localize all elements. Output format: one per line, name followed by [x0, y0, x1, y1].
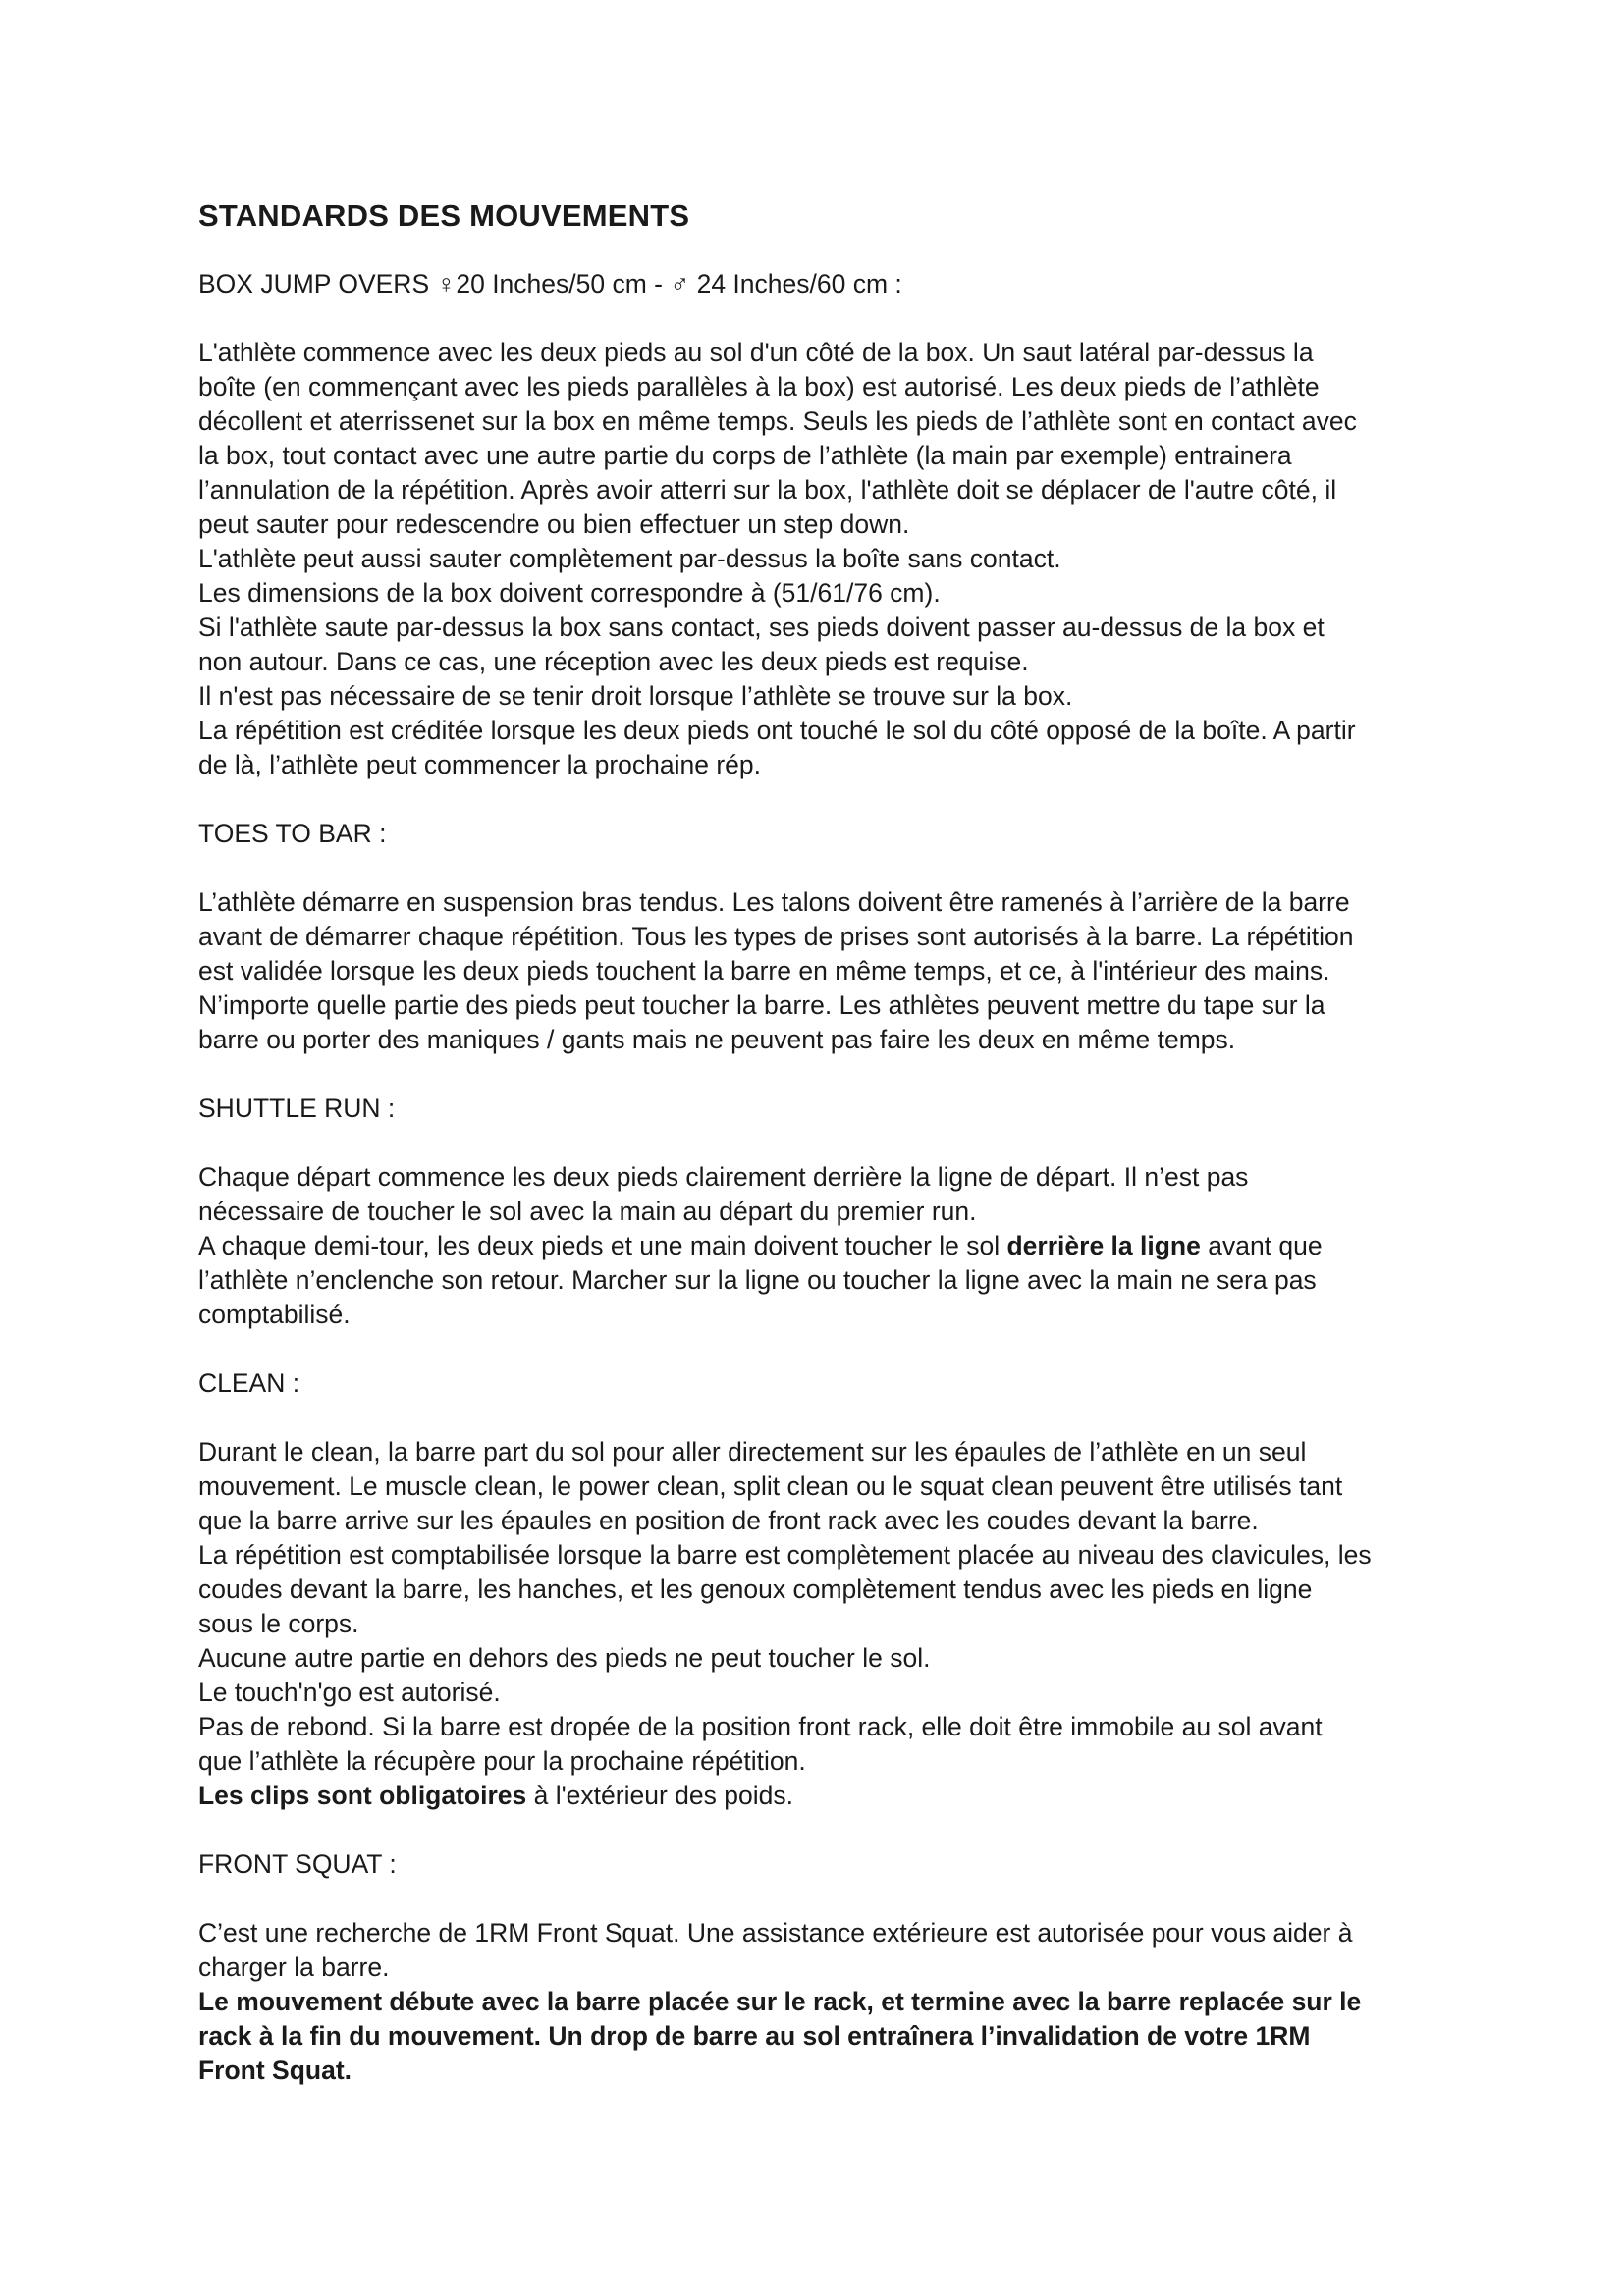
paragraph-line: coudes devant la barre, les hanches, et les genoux complètement tendus avec les pieds en ligne — [198, 1575, 1313, 1604]
section-body-front-squat — [198, 1916, 1475, 2088]
section-heading-clean: CLEAN : — [198, 1368, 300, 1398]
text-run: à l'extérieur des poids. — [526, 1781, 793, 1810]
paragraph-line: La répétition est comptabilisée lorsque la barre est complètement placée au niveau des clavicules, les — [198, 1540, 1372, 1570]
paragraph-line: comptabilisé. — [198, 1300, 351, 1329]
paragraph-line: la box, tout contact avec une autre partie du corps de l’athlète (la main par exemple) entrainera — [198, 441, 1292, 470]
paragraph-line: L’athlète démarre en suspension bras tendus. Les talons doivent être ramenés à l’arrière de la barre — [198, 887, 1350, 917]
paragraph-line: peut sauter pour redescendre ou bien effectuer un step down. — [198, 509, 910, 539]
paragraph-line: Chaque départ commence les deux pieds clairement derrière la ligne de départ. Il n’est pas — [198, 1162, 1249, 1192]
paragraph-line: L'athlète peut aussi sauter complètement par-dessus la boîte sans contact. — [198, 544, 1061, 573]
section-body-clean — [198, 1435, 1475, 1813]
text-run: avant que — [1200, 1231, 1323, 1260]
paragraph-line-mixed — [198, 1229, 1475, 1263]
paragraph-line: La répétition est créditée lorsque les deux pieds ont touché le sol du côté opposé de la boîte. A partir — [198, 716, 1356, 745]
paragraph-line: Les dimensions de la box doivent correspondre à (51/61/76 cm). — [198, 578, 941, 608]
bold-paragraph-line: Le mouvement débute avec la barre placée sur le rack, et termine avec la barre replacée sur le — [198, 1987, 1362, 2016]
paragraph-line: Il n'est pas nécessaire de se tenir droit lorsque l’athlète se trouve sur la box. — [198, 681, 1073, 711]
paragraph-line: est validée lorsque les deux pieds touchent la barre en même temps, et ce, à l'intérieur des mains. — [198, 956, 1330, 986]
paragraph-line: que l’athlète la récupère pour la prochaine répétition. — [198, 1746, 806, 1776]
section-heading-shuttle-run: SHUTTLE RUN : — [198, 1094, 396, 1123]
paragraph-line: Durant le clean, la barre part du sol pour aller directement sur les épaules de l’athlète en un seul — [198, 1437, 1307, 1467]
bold-emphasis: Les clips sont obligatoires — [198, 1781, 527, 1810]
paragraph-line: que la barre arrive sur les épaules en position de front rack avec les coudes devant la barre. — [198, 1506, 1259, 1535]
section-body-box-jump-overs — [198, 336, 1475, 782]
paragraph-line: Pas de rebond. Si la barre est dropée de la position front rack, elle doit être immobile au sol avant — [198, 1712, 1323, 1741]
bold-paragraph-line: rack à la fin du mouvement. Un drop de barre au sol entraînera l’invalidation de votre 1RM — [198, 2021, 1311, 2051]
section-body-shuttle-run — [198, 1160, 1475, 1332]
paragraph-line: N’importe quelle partie des pieds peut toucher la barre. Les athlètes peuvent mettre du tape sur la — [198, 990, 1325, 1020]
section-heading-front-squat: FRONT SQUAT : — [198, 1849, 397, 1879]
document-page — [198, 192, 1475, 2122]
paragraph-line: Le touch'n'go est autorisé. — [198, 1678, 501, 1707]
paragraph-line: décollent et aterrissenet sur la box en même temps. Seuls les pieds de l’athlète sont en contact avec — [198, 406, 1357, 436]
section-body-toes-to-bar — [198, 885, 1475, 1057]
paragraph-line: L'athlète commence avec les deux pieds au sol d'un côté de la box. Un saut latéral par-dessus la — [198, 338, 1314, 367]
section-heading-box-jump-overs: BOX JUMP OVERS ♀20 Inches/50 cm - ♂ 24 Inches/60 cm : — [198, 269, 902, 298]
section-heading-toes-to-bar: TOES TO BAR : — [198, 819, 387, 848]
paragraph-line: C’est une recherche de 1RM Front Squat. Une assistance extérieure est autorisée pour vous aider à — [198, 1918, 1353, 1948]
bold-emphasis: derrière la ligne — [1006, 1231, 1201, 1260]
paragraph-line: Si l'athlète saute par-dessus la box sans contact, ses pieds doivent passer au-dessus de la box et — [198, 613, 1325, 642]
paragraph-line: sous le corps. — [198, 1609, 359, 1638]
paragraph-line: charger la barre. — [198, 1952, 390, 1982]
paragraph-line: barre ou porter des maniques / gants mais ne peuvent pas faire les deux en même temps. — [198, 1025, 1236, 1054]
paragraph-line: Aucune autre partie en dehors des pieds ne peut toucher le sol. — [198, 1643, 931, 1673]
paragraph-line: l’annulation de la répétition. Après avoir atterri sur la box, l'athlète doit se déplacer de l'autre côté, il — [198, 475, 1337, 505]
text-run: A chaque demi-tour, les deux pieds et une main doivent toucher le sol — [198, 1231, 1007, 1260]
paragraph-line: mouvement. Le muscle clean, le power clean, split clean ou le squat clean peuvent être utilisés tant — [198, 1471, 1343, 1501]
bold-paragraph-line: Front Squat. — [198, 2056, 352, 2085]
document-title: STANDARDS DES MOUVEMENTS — [198, 198, 690, 233]
paragraph-line: l’athlète n’enclenche son retour. Marcher sur la ligne ou toucher la ligne avec la main ne sera pas — [198, 1265, 1317, 1295]
paragraph-line: avant de démarrer chaque répétition. Tous les types de prises sont autorisés à la barre. La répétition — [198, 922, 1354, 951]
paragraph-line: de là, l’athlète peut commencer la prochaine rép. — [198, 750, 762, 779]
paragraph-line-mixed — [198, 1779, 1475, 1813]
paragraph-line: non autour. Dans ce cas, une réception avec les deux pieds est requise. — [198, 647, 1029, 676]
paragraph-line: nécessaire de toucher le sol avec la main au départ du premier run. — [198, 1197, 977, 1226]
paragraph-line: boîte (en commençant avec les pieds parallèles à la box) est autorisé. Les deux pieds de l’athlète — [198, 372, 1320, 401]
